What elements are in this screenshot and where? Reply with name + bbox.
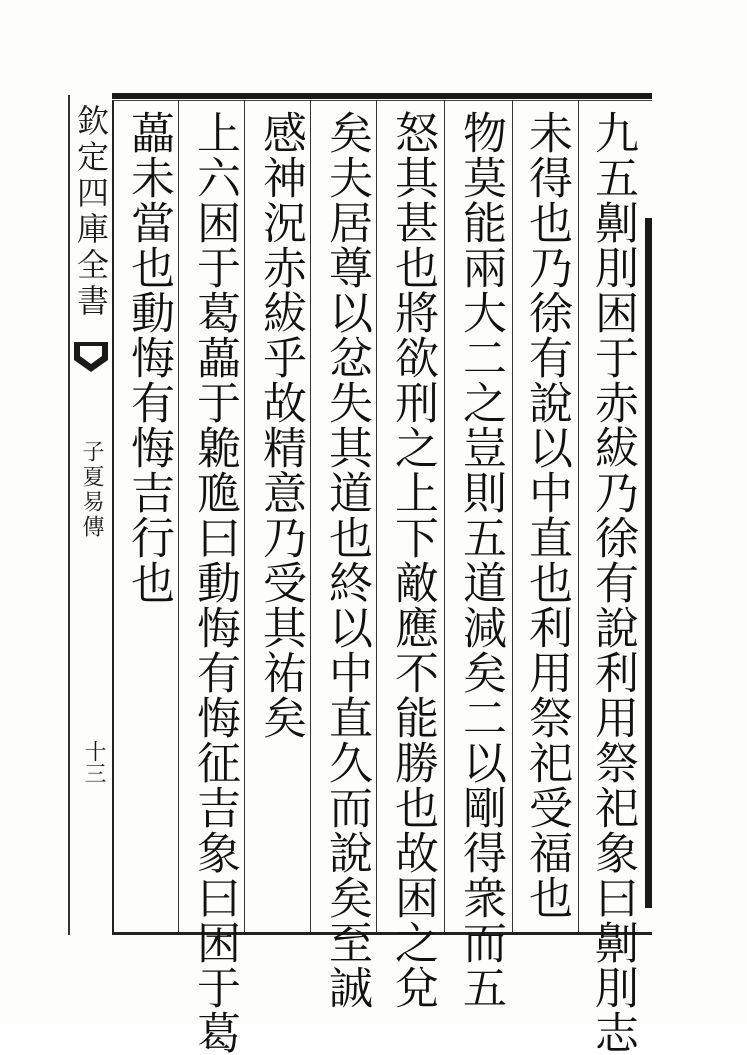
text-column-5: 矣夫居尊以忿失其道也終以中直久而說矣至誠 — [321, 110, 372, 1010]
text-column-2: 未得也乃徐有說以中直也利用祭祀受福也 — [521, 110, 572, 920]
column-divider — [512, 100, 513, 932]
margin-page-number: 十三 — [81, 740, 106, 784]
column-divider — [244, 100, 245, 932]
column-divider — [376, 100, 377, 932]
margin-book-title: 子夏易傳 — [79, 440, 104, 540]
right-border — [645, 218, 652, 908]
text-column-8: 藟未當也動悔有悔吉行也 — [123, 110, 174, 605]
top-border-inner — [112, 100, 652, 101]
column-divider — [578, 100, 579, 932]
text-column-3: 物莫能兩大二之豈則五道減矣二以剛得衆而五 — [455, 110, 506, 1010]
page-edge-left — [68, 95, 70, 935]
top-border — [112, 93, 652, 99]
text-column-6: 感神況赤紱乎故精意乃受其祐矣 — [255, 110, 306, 740]
margin-collection-title: 欽定四庫全書 — [72, 104, 110, 320]
column-divider — [444, 100, 445, 932]
column-divider — [178, 100, 179, 932]
fishtail-mark-icon — [72, 338, 110, 378]
text-column-7: 上六困于葛藟于臲卼曰動悔有悔征吉象曰困于葛 — [189, 110, 240, 1055]
text-column-4: 怒其甚也將欲刑之上下敵應不能勝也故困之兌 — [387, 110, 438, 1010]
left-border — [112, 100, 114, 935]
text-column-1: 九五劓刖困于赤紱乃徐有說利用祭祀象曰劓刖志 — [587, 110, 638, 1055]
column-divider — [310, 100, 311, 932]
